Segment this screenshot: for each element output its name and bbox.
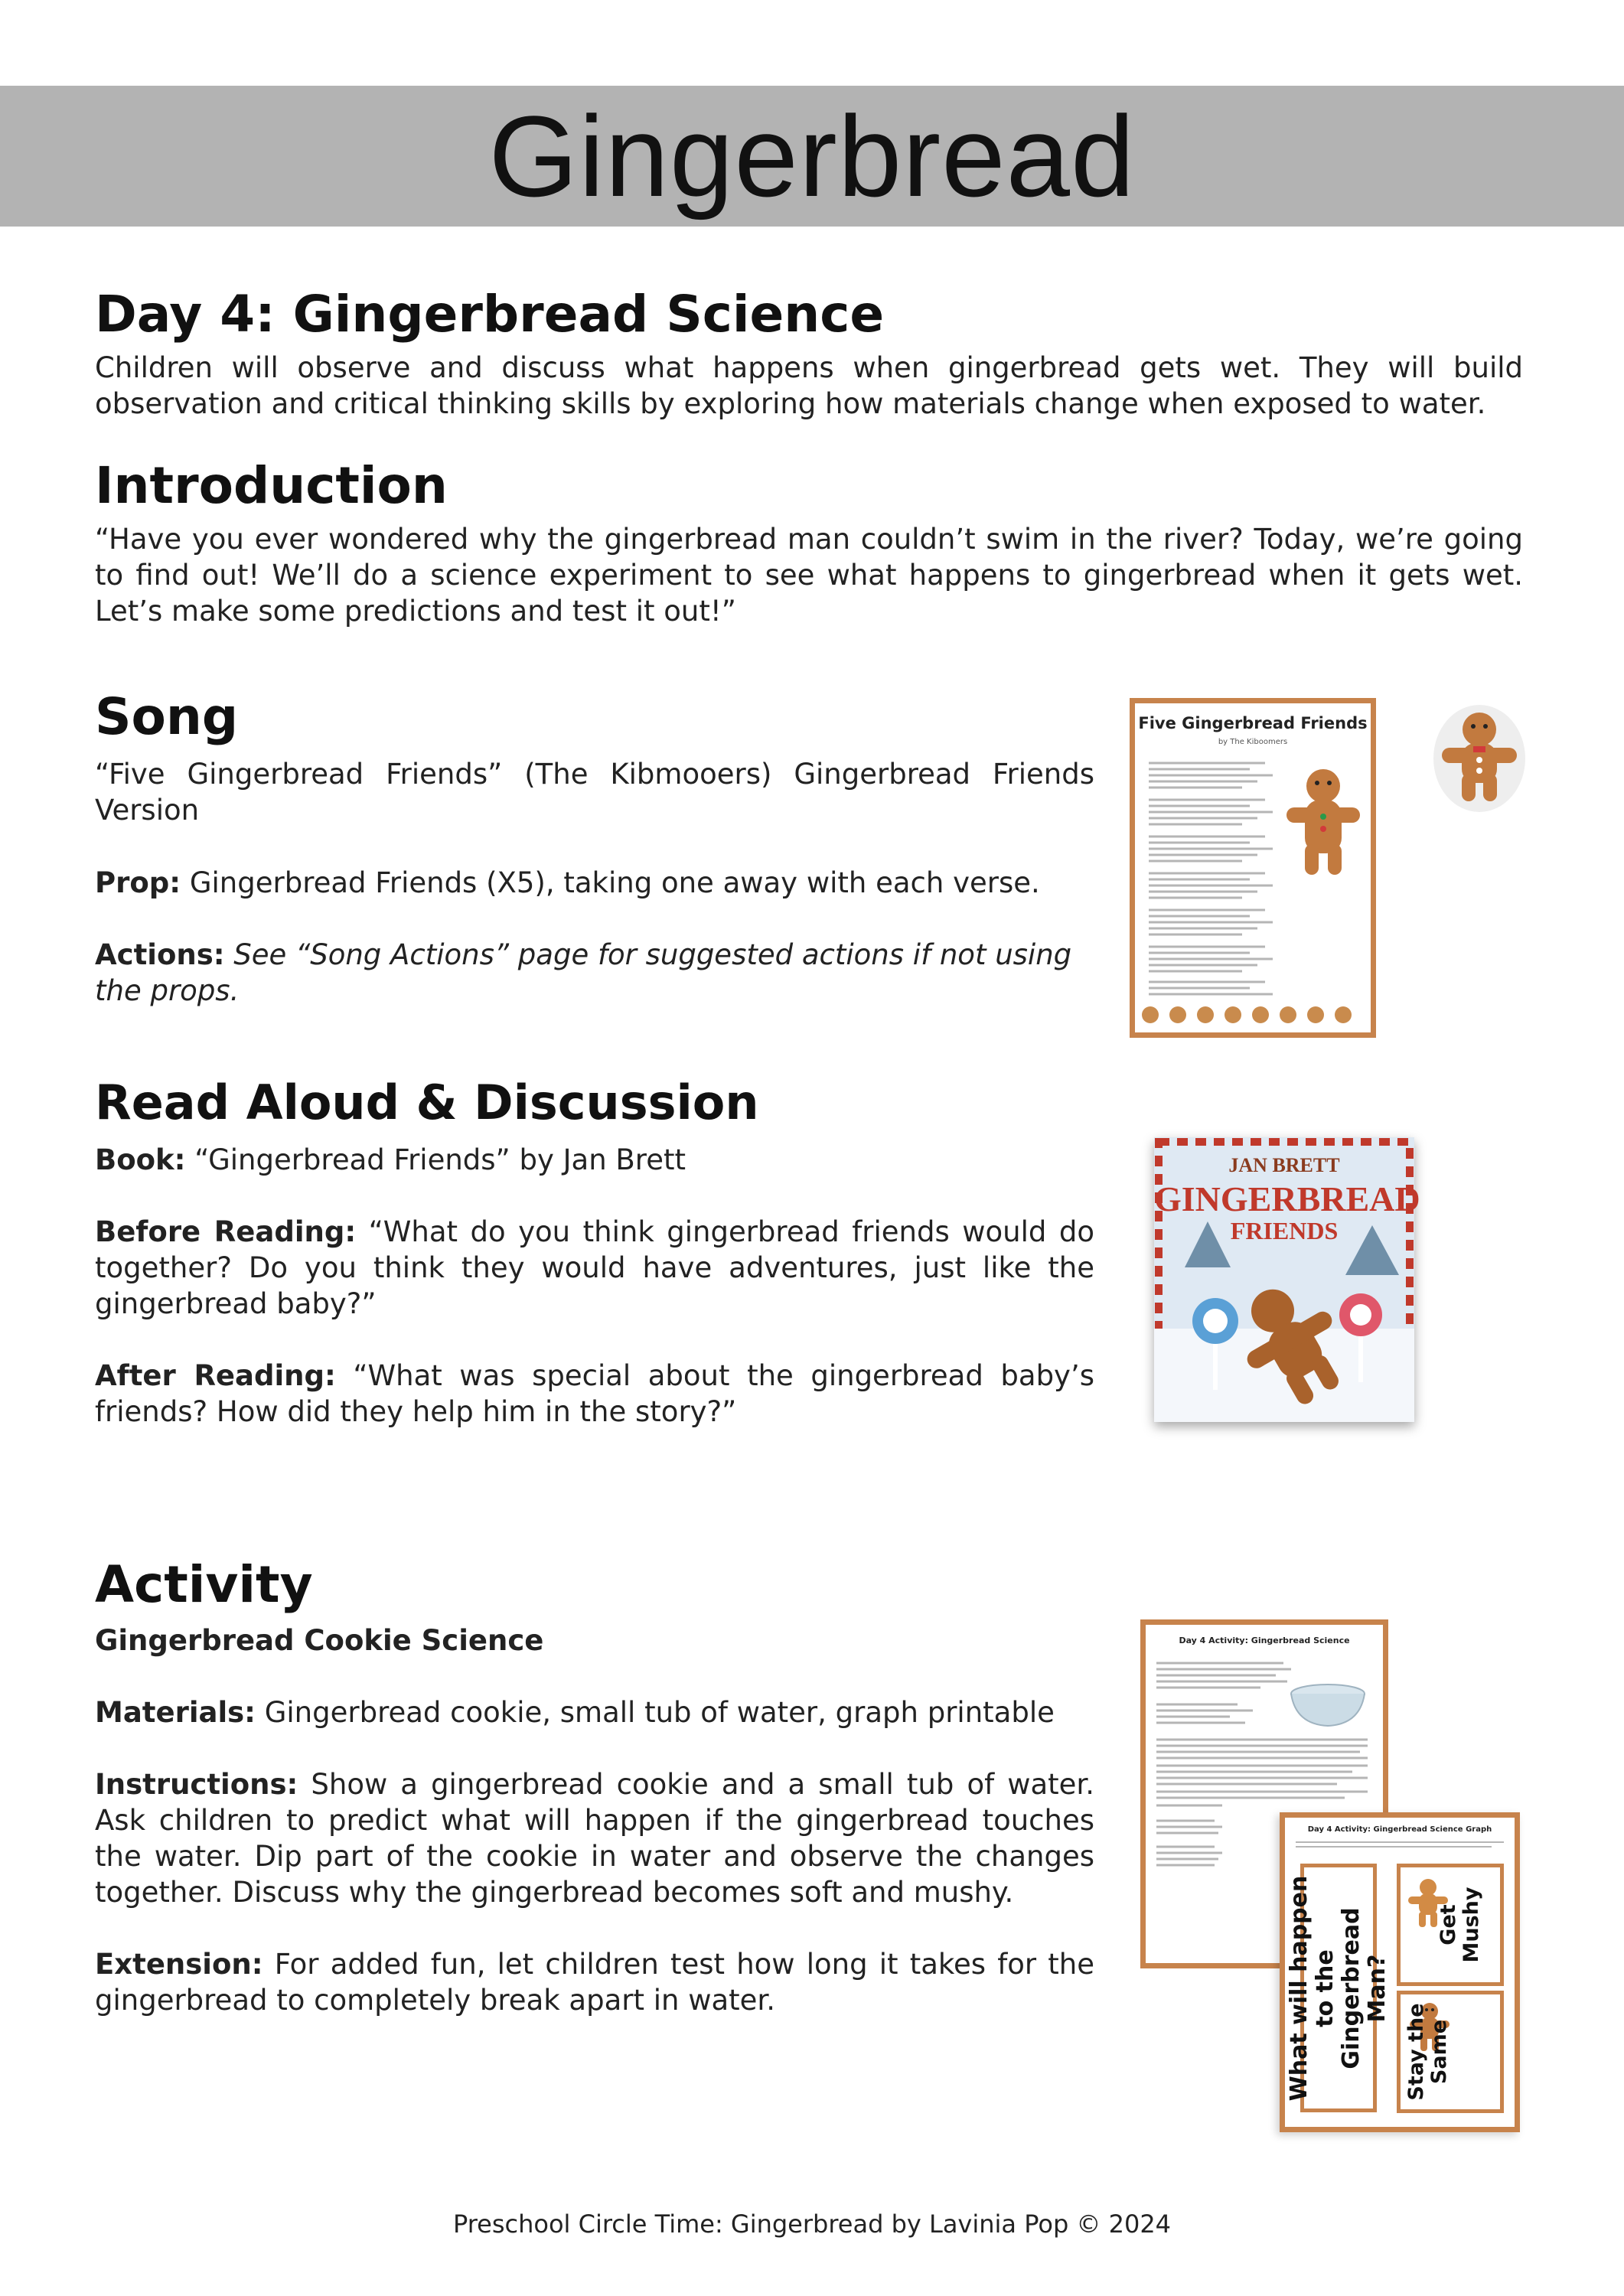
activity-thumb-title: Day 4 Activity: Gingerbread Science: [1179, 1636, 1350, 1645]
book-label: Book:: [95, 1143, 186, 1176]
water-bowl-icon: [1291, 1684, 1365, 1726]
graph-thumb-intro-lines: [1285, 1838, 1515, 1853]
prop-label: Prop:: [95, 866, 181, 899]
gingerbread-prop-icon: [1430, 700, 1529, 815]
song-thumb-subtitle: by The Kiboomers: [1218, 738, 1288, 746]
song-lyrics-thumbnail: [1130, 698, 1376, 1038]
song-heading: Song: [95, 687, 239, 746]
gingerbread-man-icon: [1286, 769, 1360, 875]
day-heading: Day 4: Gingerbread Science: [95, 285, 885, 344]
after-label: After Reading:: [95, 1359, 336, 1392]
graph-option-mushy: [1397, 1864, 1504, 1986]
instructions-text: Show a gingerbread cookie and a small tub of water. Ask children to predict what will happen if the gingerbread touches the water. Dip part of the cookie in water and observe the changes together. Discuss why the gingerbread becomes soft and mushy.: [95, 1768, 1094, 1909]
activity-graph-thumbnail: [1280, 1812, 1520, 2132]
activity-subtitle-text: Gingerbread Cookie Science: [95, 1624, 544, 1657]
cover-author: JAN BRETT: [1228, 1154, 1340, 1176]
title-banner: [0, 86, 1624, 227]
materials-text: Gingerbread cookie, small tub of water, graph printable: [255, 1696, 1055, 1729]
before-text: “What do you think gingerbread friends would do together? Do you think they would have adventures, just like the gingerbread baby?”: [95, 1215, 1094, 1320]
page-footer: Preschool Circle Time: Gingerbread by Lavinia Pop © 2024: [452, 2210, 1172, 2239]
page-title: Gingerbread: [488, 91, 1136, 220]
book-cover-image: [1154, 1137, 1420, 1422]
instructions-label: Instructions:: [95, 1768, 298, 1801]
actions-label: Actions:: [95, 938, 225, 971]
after-reading: [95, 1358, 1094, 1430]
introduction-heading: Introduction: [95, 456, 448, 515]
prop-text: Gingerbread Friends (X5), taking one away with each verse.: [181, 866, 1040, 899]
book-line: [95, 1142, 1094, 1178]
read-aloud-heading: Read Aloud & Discussion: [95, 1075, 759, 1130]
activity-subtitle: [95, 1623, 1094, 1658]
song-lyrics-lines: [1135, 754, 1371, 1029]
cover-title-1: GINGERBREAD: [1154, 1179, 1420, 1218]
song-thumb-title: Five Gingerbread Friends: [1138, 714, 1368, 732]
graph-option-same: [1397, 1991, 1504, 2113]
actions-text: See “Song Actions” page for suggested actions if not using the props.: [95, 938, 1072, 1007]
materials-label: Materials:: [95, 1696, 256, 1729]
activity-heading: Activity: [95, 1555, 313, 1614]
after-text: “What was special about the gingerbread baby’s friends? How did they help him in the story?”: [95, 1359, 1094, 1428]
instructions-block: [95, 1766, 1094, 1910]
book-text: “Gingerbread Friends” by Jan Brett: [185, 1143, 686, 1176]
introduction-text: “Have you ever wondered why the gingerbread man couldn’t swim in the river? Today, we’re going to find out! We’ll do a science experiment to see what happens to gingerbread when it gets wet. Let’s make some predictions and test it out!”: [95, 523, 1523, 628]
extension-label: Extension:: [95, 1948, 263, 1981]
graph-question: What will happen to the Gingerbread Man?: [1286, 1875, 1391, 2101]
song-prop: [95, 865, 1094, 901]
cookie-border-decoration: [1135, 1002, 1371, 1028]
before-reading: [95, 1214, 1094, 1322]
graph-question-panel: [1286, 1864, 1391, 2112]
graph-option-2-label: Stay the Same: [1404, 2003, 1451, 2101]
day-description: Children will observe and discuss what happens when gingerbread gets wet. They will build observation and critical thinking skills by exploring how materials change when exposed to water.: [95, 351, 1523, 420]
song-actions: [95, 937, 1094, 1009]
song-text: “Five Gingerbread Friends” (The Kibmooers) Gingerbread Friends Version: [95, 758, 1094, 827]
before-label: Before Reading:: [95, 1215, 357, 1248]
graph-option-1-label: Get Mushy: [1436, 1887, 1483, 1963]
extension-block: [95, 1946, 1094, 2018]
extension-text: For added fun, let children test how long it takes for the gingerbread to completely break apart in water.: [95, 1948, 1094, 2017]
materials-line: [95, 1694, 1094, 1730]
cover-title-2: FRIENDS: [1230, 1217, 1339, 1244]
graph-thumb-title: Day 4 Activity: Gingerbread Science Graph: [1307, 1825, 1492, 1834]
